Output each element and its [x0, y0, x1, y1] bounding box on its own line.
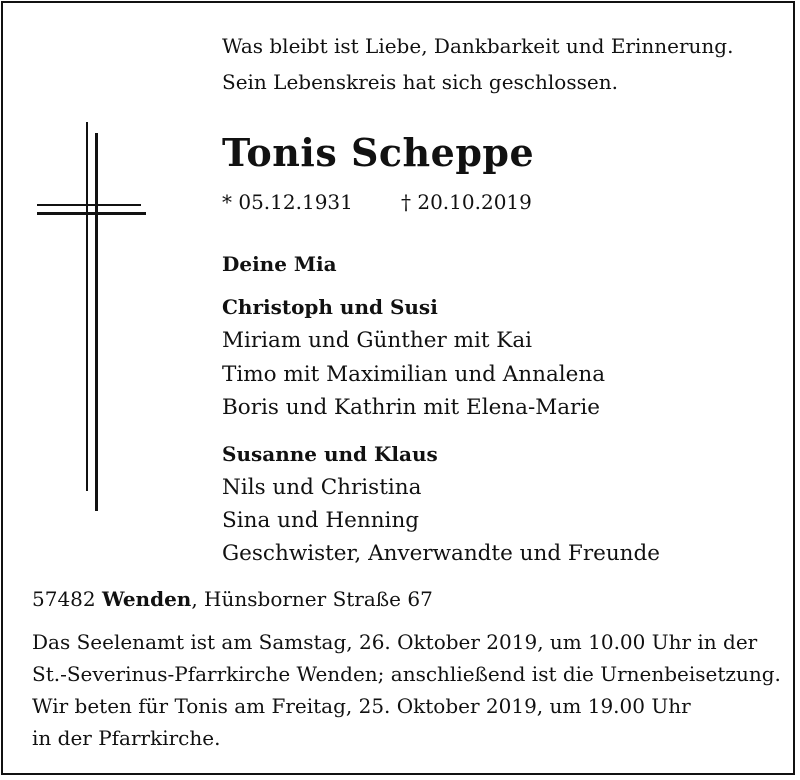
spouse-name: Deine Mia [222, 252, 337, 276]
group1-line-2: Timo mit Maximilian und Annalena [222, 362, 606, 387]
cross-vertical-bar-2 [95, 133, 98, 511]
intro-line-2: Sein Lebenskreis hat sich geschlossen. [222, 70, 618, 94]
group2-line-3: Geschwister, Anverwandte und Freunde [222, 541, 661, 566]
intro-line-1: Was bleibt ist Liebe, Dankbarkeit und Erinnerung. [222, 34, 734, 58]
address-city: Wenden [101, 587, 192, 611]
group1-line-3: Boris und Kathrin mit Elena-Marie [222, 395, 600, 420]
birth-date: * 05.12.1931 [222, 190, 353, 214]
cross-horizontal-bar-1 [37, 204, 141, 206]
group1-line-1: Miriam und Günther mit Kai [222, 328, 533, 353]
death-date: † 20.10.2019 [401, 190, 532, 214]
cross-horizontal-bar-2 [37, 212, 146, 215]
group2-line-1: Nils und Christina [222, 475, 422, 500]
service-line-1: Das Seelenamt ist am Samstag, 26. Oktober 2019, um 10.00 Uhr in der [32, 630, 758, 654]
group1-heading: Christoph und Susi [222, 295, 438, 319]
address-line [32, 587, 433, 611]
service-line-2: St.-Severinus-Pfarrkirche Wenden; anschließend ist die Urnenbeisetzung. [32, 662, 781, 686]
group2-heading: Susanne und Klaus [222, 442, 438, 466]
group2-line-2: Sina und Henning [222, 508, 420, 533]
deceased-name: Tonis Scheppe [222, 130, 535, 175]
address-street: , Hünsborner Straße 67 [191, 587, 433, 611]
cross-vertical-bar-1 [86, 122, 88, 491]
service-line-3: Wir beten für Tonis am Freitag, 25. Oktober 2019, um 19.00 Uhr [32, 694, 691, 718]
address-postcode: 57482 [32, 587, 96, 611]
service-line-4: in der Pfarrkirche. [32, 726, 221, 750]
notice-border [1, 1, 795, 775]
